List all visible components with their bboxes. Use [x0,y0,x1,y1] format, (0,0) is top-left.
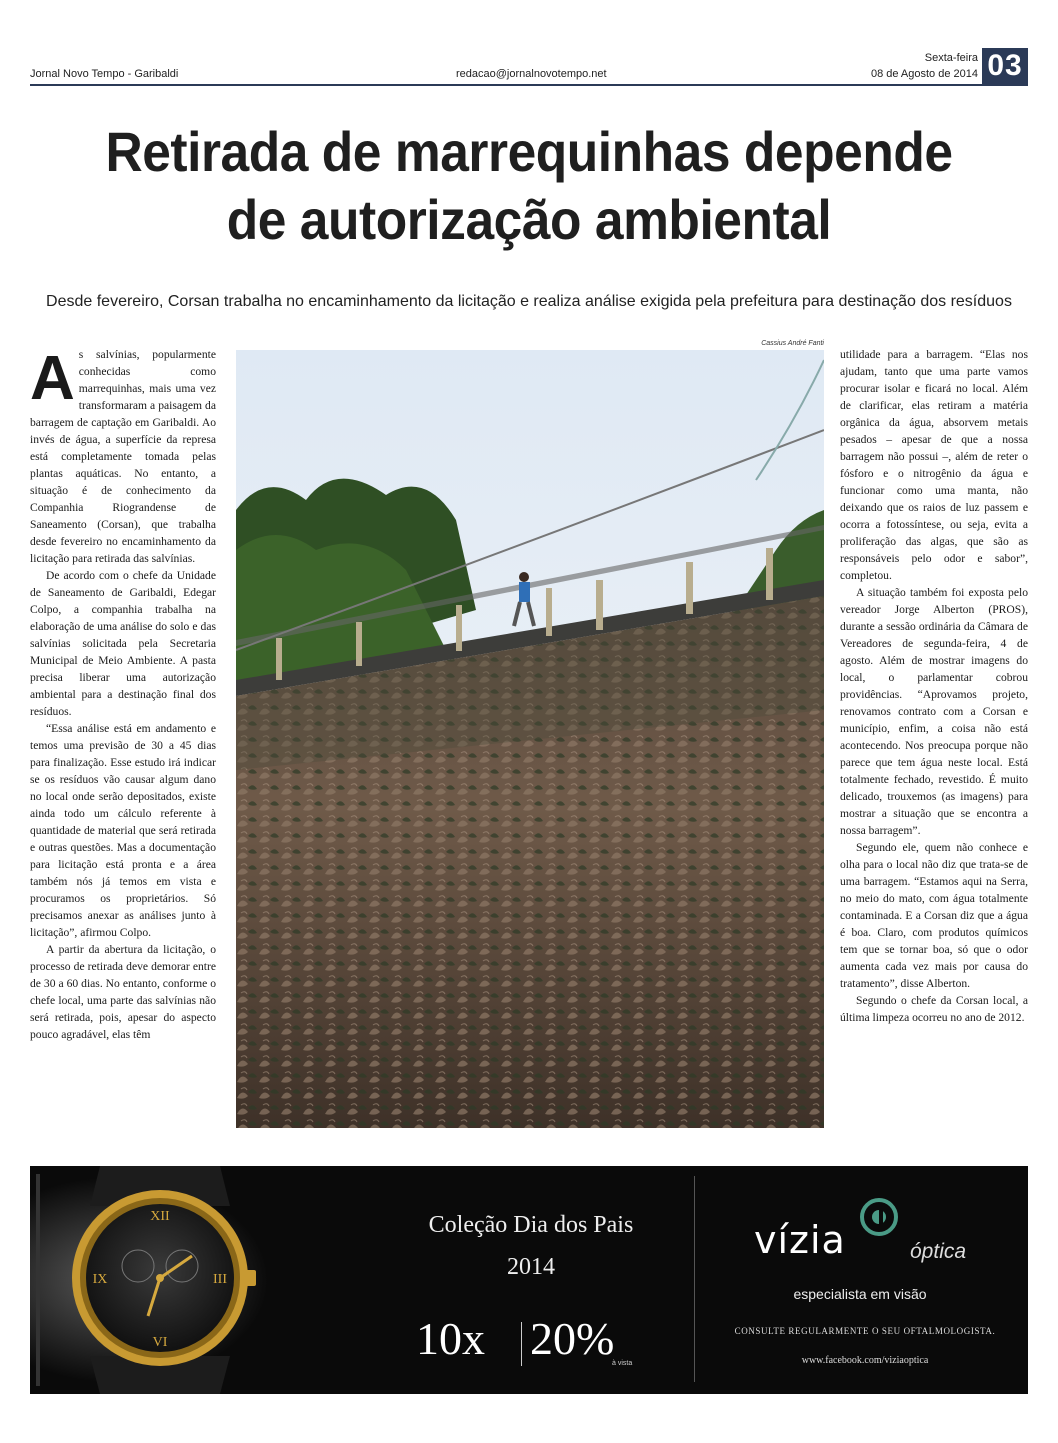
page-number: 03 [982,48,1028,84]
photo-credit: Cassius André Fanti [761,340,824,347]
ad-collection-year: 2014 [507,1254,555,1280]
svg-text:IX: IX [92,1272,108,1287]
ad-brand-name: vízia [754,1218,846,1262]
issue-date: 08 de Agosto de 2014 [870,68,978,80]
contact-email[interactable]: redacao@jornalnovotempo.net [456,68,607,80]
ad-section-divider [694,1176,695,1382]
article-column-1 [30,346,216,1136]
suspension-bridge-photo [236,350,824,1128]
paragraph: A situação também foi exposta pelo vereador Jorge Alberton (PROS), durante a sessão ordinária da Câmara de Vereadores de segunda-feira, 4 de agosto. Além de mostrar imagens do local, o parlamentar cobrou providências. “Aprovamos projeto, renovamos contrato com a Corsan e município, enfim, a coisa não está acontecendo. Nos preocupa porque não parece que tem água neste local. Está totalmente fechado, revestido. É muito delicado, trouxemos (as imagens) para mostrar a situação que se encontra a nossa barragem”. [840,586,1028,837]
svg-text:III: III [213,1272,227,1287]
ad-brand-suffix: óptica [910,1240,967,1263]
headline-line-1: Retirada de marrequinhas depende [105,120,953,183]
header-rule [30,84,1028,86]
ad-collection-title: Coleção Dia dos Pais [428,1212,634,1238]
ad-facebook-link[interactable]: www.facebook.com/viziaoptica [801,1355,929,1366]
ad-installments: 10x [416,1313,485,1364]
headline-line-2: de autorização ambiental [226,188,832,251]
svg-text:XII: XII [150,1209,170,1224]
vizia-logo-icon [858,1196,900,1238]
ad-tagline: especialista em visão [793,1286,927,1302]
paragraph: utilidade para a barragem. “Elas nos ajudam, tanto que uma parte vamos procurar isolar e ficará no local. Além de clarificar, elas retiram a matéria orgânica da água, absorvem metais pesados – apesar de que a nossa barragem não possui –, além de reter o fósforo e o nitrogênio da água e funcionar como uma manta, não deixando que os raios de luz passem e ocorra a fotossíntese, ou seja, evita a proliferação das algas, que são as responsáveis pelo odor e sabor”, completou. [840,348,1028,582]
paragraph: Segundo ele, quem não conhece e olha para o local não diz que trata-se de uma barragem. “Estamos aqui na Serra, no meio do mato, com água totalmente contaminada. E a Corsan diz que a água é boa. Claro, com produtos químicos tem que se tornar boa, só que o odor aumenta cada vez mais por causa do tratamento”, disse Alberton. [840,841,1028,990]
paper-name: Jornal Novo Tempo - Garibaldi [30,68,179,80]
issue-weekday: Sexta-feira [924,52,978,64]
svg-text:VI: VI [152,1335,168,1350]
paragraph: A partir da abertura da licitação, o processo de retirada deve demorar entre de 30 a 60 dias. No entanto, conforme o chefe local, uma parte das salvínias não será retirada, pois, apesar do aspecto pouco agradável, elas têm [30,943,216,1041]
ad-discount-note: à vista [612,1360,633,1367]
article-column-3 [840,346,1028,1136]
drop-cap: A [30,346,75,413]
ad-offer-divider [521,1322,522,1366]
subheadline: Desde fevereiro, Corsan trabalha no encaminhamento da licitação e realiza análise exigida pela prefeitura para destinação dos resíduos [46,293,1012,310]
paragraph: “Essa análise está em andamento e temos uma previsão de 30 a 45 dias para finalização. Esse estudo irá indicar se os resíduos vão causar algum dano no local onde serão depositados, existe ainda todo um cálculo referente à quantidade de material que será retirada e outras questões. Mas a documentação para licitação está pronta e a área também nós já temos em vista e procuramos os proprietários. Só precisamos anexar as análises junto à licitação”, afirmou Colpo. [30,722,216,939]
paragraph: Segundo o chefe da Corsan local, a última limpeza ocorreu no ano de 2012. [840,994,1028,1024]
headline [79,118,979,254]
ad-discount: 20% [530,1313,615,1364]
paragraph: s salvínias, popularmente conhecidas como marrequinhas, mais uma vez transformaram a paisagem da barragem de captação em Garibaldi. Ao invés de água, a superfície da represa está completamente tomada pelas plantas aquáticas. No entanto, a situação é de conhecimento da Companhia Riograndense de Saneamento (Corsan), que trabalha desde fevereiro no encaminhamento da licitação para retirada das salvínias. [30,348,216,565]
paragraph: De acordo com o chefe da Unidade de Saneamento de Garibaldi, Edegar Colpo, a companhia trabalha na elaboração de uma análise do solo e das salvínias solicitada pela Secretaria Municipal de Meio Ambiente. A pasta precisa liberar uma autorização ambiental para a destinação final dos resíduos. [30,569,216,718]
article-photo [236,350,824,1128]
ad-advice: CONSULTE REGULARMENTE O SEU OFTALMOLOGISTA. [734,1326,996,1336]
